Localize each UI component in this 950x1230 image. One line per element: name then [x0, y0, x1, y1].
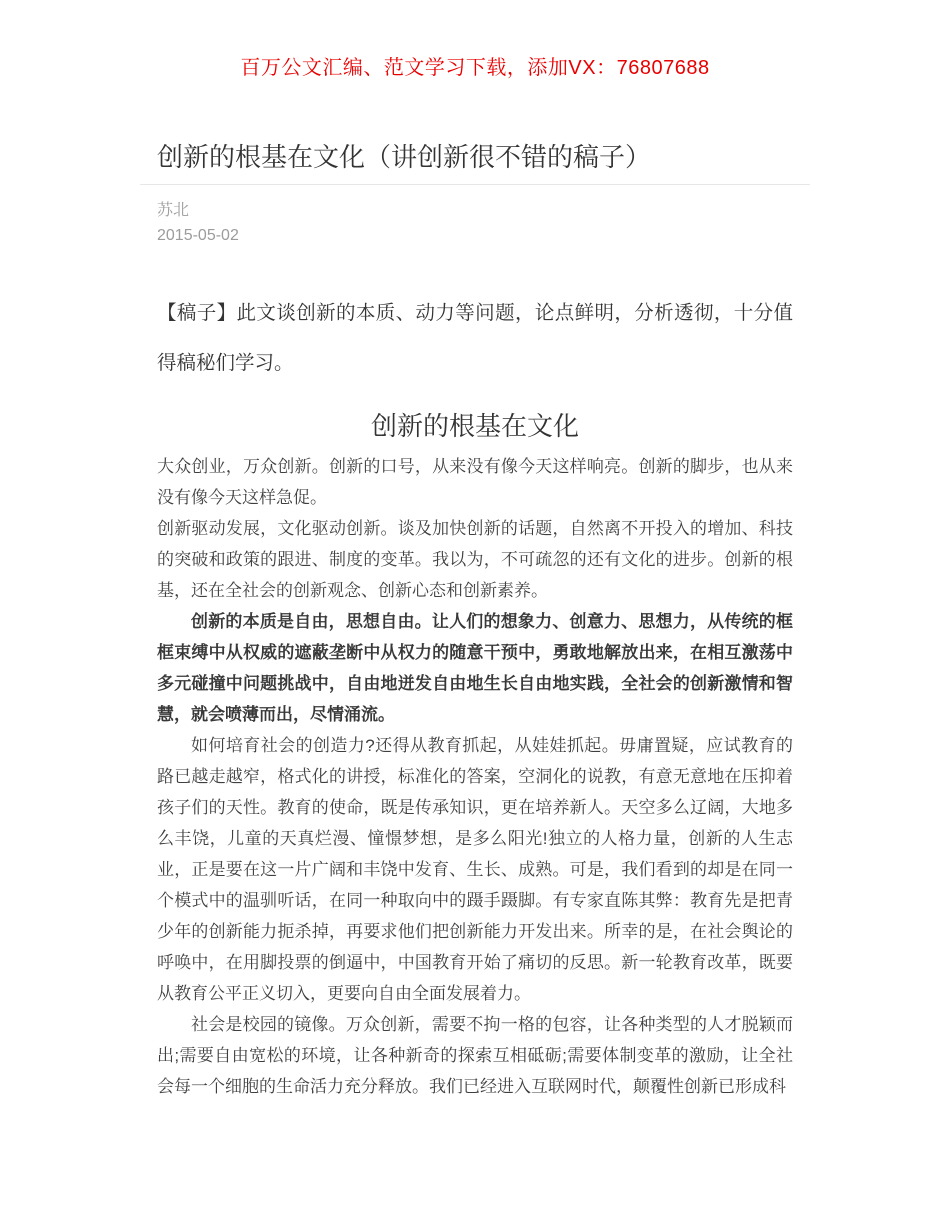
promo-banner-text: 百万公文汇编、范文学习下载，添加VX：76807688 [240, 57, 710, 79]
article-paragraph: 创新的本质是自由，思想自由。让人们的想象力、创意力、思想力，从传统的框框束缚中从权威的遮蔽垄断中从权力的随意干预中，勇敢地解放出来，在相互激荡中多元碰撞中问题挑战中，自由地迸发自由地生长自由地实践，全社会的创新激情和智慧，就会喷薄而出，尽情涌流。 [157, 612, 793, 724]
promo-banner [0, 0, 950, 82]
article-body [157, 451, 793, 1102]
article-meta [157, 198, 793, 248]
title-divider [140, 184, 810, 185]
article [140, 140, 810, 1102]
article-summary: 【稿子】此文谈创新的本质、动力等问题，论点鲜明，分析透彻，十分值得稿秘们学习。 [157, 302, 793, 374]
article-paragraph: 创新驱动发展，文化驱动创新。谈及加快创新的话题，自然离不开投入的增加、科技的突破和政策的跟进、制度的变革。我以为，不可疏忽的还有文化的进步。创新的根基，还在全社会的创新观念、创新心态和创新素养。 [157, 519, 793, 600]
article-paragraph: 社会是校园的镜像。万众创新，需要不拘一格的包容，让各种类型的人才脱颖而出;需要自由宽松的环境，让各种新奇的探索互相砥砺;需要体制变革的激励，让全社会每一个细胞的生命活力充分释放。我们已经进入互联网时代，颠覆性创新已形成科 [157, 1015, 793, 1096]
article-paragraph: 如何培育社会的创造力?还得从教育抓起，从娃娃抓起。毋庸置疑，应试教育的路已越走越窄，格式化的讲授，标准化的答案，空洞化的说教，有意无意地在压抑着孩子们的天性。教育的使命，既是传承知识，更在培养新人。天空多么辽阔，大地多么丰饶，儿童的天真烂漫、憧憬梦想，是多么阳光!独立的人格力量，创新的人生志业，正是要在这一片广阔和丰饶中发育、生长、成熟。可是，我们看到的却是在同一个模式中的温驯听话，在同一种取向中的蹑手蹑脚。有专家直陈其弊：教育先是把青少年的创新能力扼杀掉，再要求他们把创新能力开发出来。所幸的是，在社会舆论的呼唤中，在用脚投票的倒逼中，中国教育开始了痛切的反思。新一轮教育改革，既要从教育公平正义切入，更要向自由全面发展着力。 [157, 736, 793, 1003]
article-paragraph: 大众创业，万众创新。创新的口号，从来没有像今天这样响亮。创新的脚步，也从来没有像今天这样急促。 [157, 457, 793, 507]
article-title: 创新的根基在文化（讲创新很不错的稿子） [157, 142, 652, 172]
article-date: 2015-05-02 [157, 227, 239, 244]
article-author: 苏北 [157, 202, 190, 219]
content-heading: 创新的根基在文化 [370, 411, 579, 441]
